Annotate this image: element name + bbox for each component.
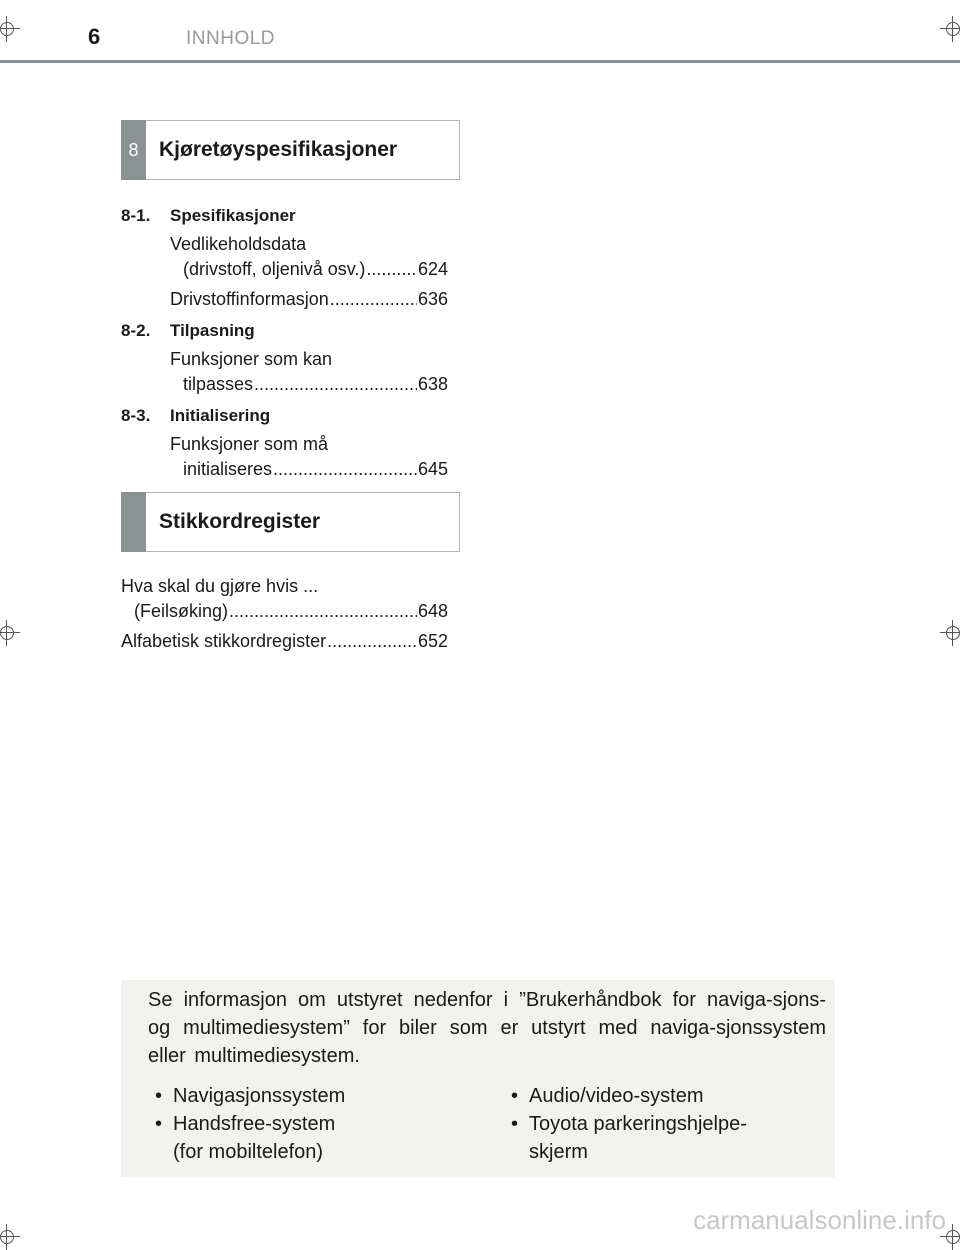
info-note-box: [121, 980, 835, 1177]
entry-line: Funksjoner som kan: [170, 349, 333, 369]
toc-entry-alphabetical-index[interactable]: [121, 629, 448, 654]
dot-leader: [273, 457, 417, 482]
page-reference: 645: [417, 459, 448, 479]
bullet-text: Toyota parkeringshjelpe-: [529, 1113, 747, 1135]
dot-leader: [366, 257, 417, 282]
entry-line: initialiseres: [183, 459, 273, 479]
toc-entry-initialization-items[interactable]: [121, 432, 448, 482]
crop-mark-mid-left: [0, 620, 20, 646]
entry-line: Hva skal du gjøre hvis ...: [121, 576, 319, 596]
toc-entry-customizable-features[interactable]: [121, 347, 448, 397]
subsection-title: Tilpasning: [170, 321, 255, 340]
dot-leader: [330, 287, 417, 312]
page-reference: 648: [417, 601, 448, 621]
subsection-title: Initialisering: [170, 406, 271, 425]
section-heading-index[interactable]: [121, 492, 460, 552]
toc-subsection-8-3[interactable]: [121, 402, 448, 430]
subsection-number: 8-2.: [121, 321, 151, 340]
entry-line: Vedlikeholdsdata: [170, 234, 307, 254]
header-title: INNHOLD: [186, 28, 276, 49]
page-header: [0, 22, 960, 62]
subsection-number: 8-1.: [121, 206, 151, 225]
bullet-text: (for mobiltelefon): [173, 1141, 324, 1163]
toc-subsection-8-2[interactable]: [121, 317, 448, 345]
page-reference: 624: [417, 259, 448, 279]
bullet-icon: •: [511, 1085, 519, 1107]
bullet-text: Audio/video-system: [529, 1085, 704, 1107]
entry-line: Drivstoffinformasjon: [170, 289, 329, 309]
header-rule: [0, 60, 960, 63]
note-text: Se informasjon om utstyret nedenfor i ”Brukerhåndbok for naviga-sjons- og multimediesystem” for biler som er utstyrt med naviga-sjonssystem eller multimediesystem.: [148, 989, 826, 1067]
bullet-icon: •: [511, 1113, 519, 1135]
toc-subsection-8-1[interactable]: [121, 202, 448, 230]
entry-line: (drivstoff, oljenivå osv.): [183, 259, 366, 279]
section-title: Stikkordregister: [159, 510, 321, 533]
entry-line: Alfabetisk stikkordregister: [121, 631, 327, 651]
bullet-text: skjerm: [529, 1141, 588, 1163]
page-number: 6: [88, 24, 101, 49]
section-tab: [121, 492, 146, 552]
page-reference: 652: [417, 631, 448, 651]
dot-leader: [327, 629, 417, 654]
toc-index: [121, 574, 448, 659]
watermark: carmanualsonline.info: [693, 1205, 946, 1235]
crop-mark-mid-right: [940, 620, 960, 646]
bullet-text: Handsfree-system: [173, 1113, 336, 1135]
bullet-icon: •: [155, 1113, 163, 1135]
toc-entry-fuel-information[interactable]: [121, 287, 448, 312]
entry-line: (Feilsøking): [134, 601, 229, 621]
dot-leader: [229, 599, 417, 624]
toc-entry-troubleshooting[interactable]: [121, 574, 448, 624]
section-heading-specifications[interactable]: [121, 120, 460, 180]
crop-mark-bottom-left: [0, 1224, 20, 1250]
page-reference: 636: [417, 289, 448, 309]
bullet-text: Navigasjonssystem: [173, 1085, 346, 1107]
page-reference: 638: [417, 374, 448, 394]
subsection-number: 8-3.: [121, 406, 151, 425]
entry-line: tilpasses: [183, 374, 254, 394]
toc-chapter-8: [121, 202, 448, 487]
section-tab-number: 8: [121, 120, 146, 180]
subsection-title: Spesifikasjoner: [170, 206, 296, 225]
bullet-icon: •: [155, 1085, 163, 1107]
entry-line: Funksjoner som må: [170, 434, 329, 454]
dot-leader: [254, 372, 417, 397]
toc-entry-maintenance-data[interactable]: [121, 232, 448, 282]
section-title: Kjøretøyspesifikasjoner: [159, 138, 398, 161]
